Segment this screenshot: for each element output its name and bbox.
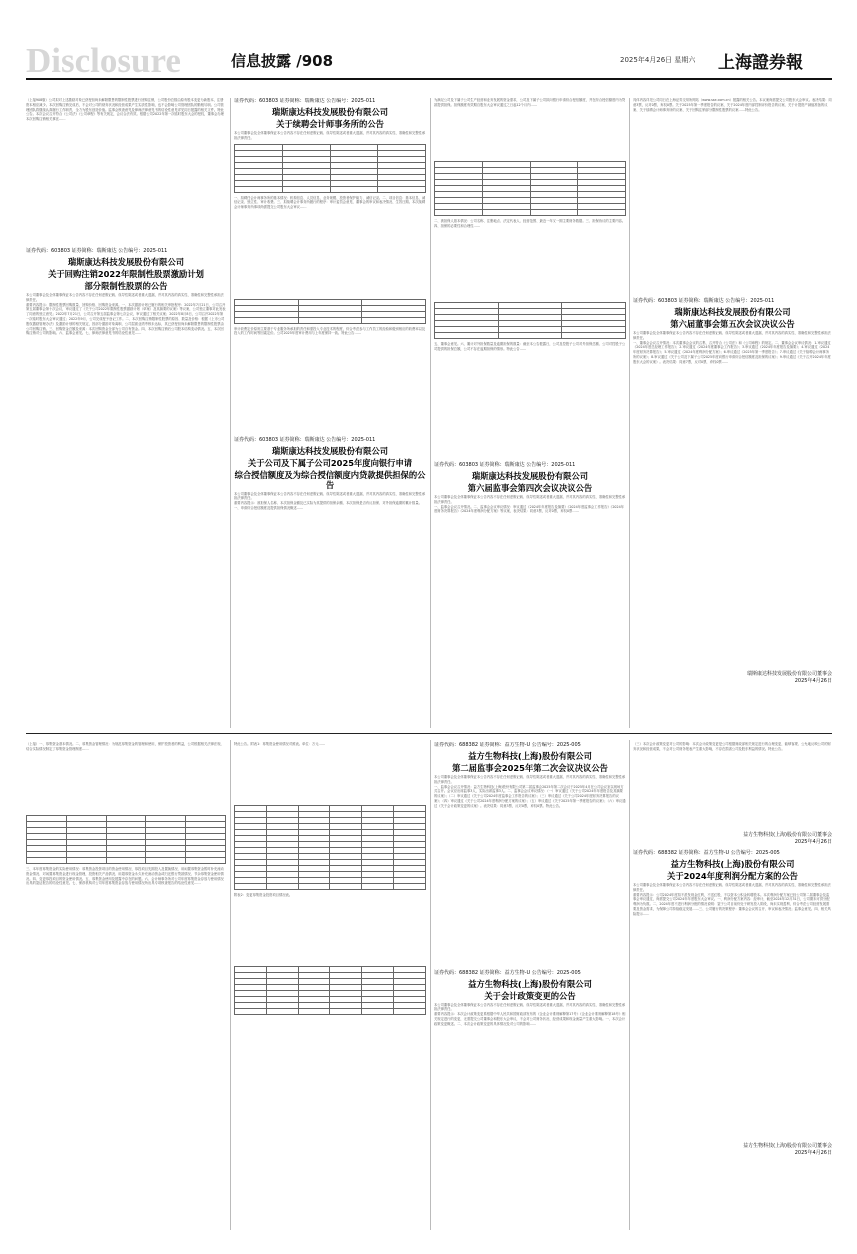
announcement-company: 瑞斯康达科技发展股份有限公司 <box>67 257 185 267</box>
lower-column-2 <box>234 742 426 1232</box>
section-separator <box>26 733 832 734</box>
brand-logo: Disclosure <box>26 41 181 80</box>
lower-column-4 <box>633 742 832 1232</box>
notice-text: 本公司董事会及全体董事保证本公告内容不存在任何虚假记载、误导性陈述或者重大遗漏，并对其内容的真实性、准确性和完整性承担法律责任。 <box>434 775 626 784</box>
body-text: 具体内容详见公司同日在上海证券交易所网站（www.sse.com.cn）披露的相关公告。本议案尚需提交公司股东大会审议。表决结果：同意3票，反对0票，弃权0票。关于2025年第一季度报告的议案、关于2024年度内部控制评价报告的议案、关于计提资产减值准备的议案、关于续聘会计师事务所的议案、关于回购注销部分限制性股票的议案……特此公告。 <box>633 98 832 112</box>
announcement-company: 瑞斯康达科技发展股份有限公司 <box>271 107 389 117</box>
notice-text: 本公司董事会及全体董事保证本公告内容不存在任何虚假记载、误导性陈述或者重大遗漏，并对其内容的真实性、准确性和完整性承担法律责任。 <box>234 491 426 501</box>
announcement-title: 部分限制性股票的公告 <box>84 281 168 291</box>
announcement-title: 第六届监事会第四次会议决议公告 <box>467 483 593 493</box>
body-text: （三）本次会计政策变更对公司的影响：本次会计政策变更是公司根据财政部相关规定进行的合理变更，能够客观、公允地反映公司的财务状况和经营成果，不会对公司财务报表产生重大影响，不存在损害公司及股东利益的情况。特此公告。 <box>633 742 831 751</box>
masthead <box>26 41 832 80</box>
body-text: 重要内容提示：公司2024年度拟不派发现金红利，不送红股，不以资本公积金转增股本。本次利润分配方案已经公司第二届董事会及监事会审议通过，尚需提交公司2024年年度股东大会审议。一、利润分配方案内容：经审计，截至2024年12月31日，公司期末可供分配利润为负数。二、2024年度不进行利润分配的情况说明：鉴于公司目前仍处于研发投入阶段，尚未实现盈利，综合考虑公司经营发展需要及资金需求，为保障公司持续稳定发展……三、公司履行的决策程序：董事会会议的召开、审议和表决情况；监事会意见。四、相关风险提示…… <box>633 892 831 916</box>
announcement-title: 关于2024年度利润分配方案的公告 <box>667 871 798 881</box>
notice-text: 本公司董事会及全体董事保证本公告内容不存在任何虚假记载、误导性陈述或者重大遗漏，并对其内容的真实性、准确性和完整性承担法律责任。 <box>633 883 831 892</box>
body-text: 二、被担保人基本情况：公司名称、注册地点、法定代表人、经营范围、最近一年又一期主要财务数据。三、担保协议的主要内容。四、担保的必要性和合理性…… <box>434 219 626 228</box>
signature-date: 2025年4月26日 <box>794 839 832 845</box>
body-text: 重要内容提示：被担保人名称、本次担保金额及已实际为其提供的担保余额、本次担保是否有反担保、对外担保逾期的累计数量。一、申请综合授信额度及提供担保情况概述…… <box>234 501 422 510</box>
signature: 益方生物科技(上海)股份有限公司董事会 <box>743 1142 832 1149</box>
body-text: 三、本年度募集资金的实际使用情况：募集资金投资项目的资金使用情况、募投项目先期投入及置换情况、用闲置募集资金暂时补充流动资金情况、对闲置募集资金进行现金管理，投资相关产品情况、用超募资金永久补充流动资金或归还银行贷款情况、节余募集资金使用情况。四、变更募投项目的资金使用情况。五、募集资金使用及披露中存在的问题。六、会计师事务所对公司年度募集资金存放与使用情况出具的鉴证报告的结论性意见。七、保荐机构对公司年度募集资金存放与使用情况所出具专项核查报告的结论性意见…… <box>26 867 224 886</box>
body-text: 为满足公司及下属子公司生产经营和业务发展的资金需求，公司及下属子公司拟向银行申请综合授信额度，并在综合授信额度内为贷款提供担保。担保额度有效期自股东大会审议通过之日起12个月内…… <box>434 98 626 107</box>
announcement-title: 第二届监事会2025年第二次会议决议公告 <box>452 763 608 773</box>
notice-text: 本公司董事会及全体董事保证本公告内容不存在任何虚假记载、误导性陈述或者重大遗漏，并对其内容的真实性、准确性和完整性承担法律责任。 <box>26 293 224 302</box>
announcement-code: 证券代码：603803 证券简称：瑞斯康达 公告编号：2025-011 <box>234 436 376 443</box>
announcement-title: 综合授信额度及为综合授信额度内贷款提供担保的公告 <box>234 469 426 490</box>
announcement-title: 关于会计政策变更的公告 <box>484 990 576 1001</box>
announcement-code: 证券代码：688382 证券简称：益方生物-U 公告编号：2025-005 <box>434 742 581 748</box>
info-table <box>234 299 426 324</box>
announcement-code: 证券代码：603803 证券简称：瑞斯康达 公告编号：2025-011 <box>26 248 168 254</box>
notice-text: 本公司董事会及全体董事保证本公告内容不存在任何虚假记载、误导性陈述或者重大遗漏，并对其内容的真实性、准确性和完整性承担法律责任。 <box>633 331 831 340</box>
announcement-code: 证券代码：603803 证券简称：瑞斯康达 公告编号：2025-011 <box>633 298 775 304</box>
fund-table <box>26 815 226 864</box>
signature-date: 2025年4月26日 <box>794 677 832 684</box>
body-text: 附表2：变更募集资金投资项目情况表。 <box>234 893 293 897</box>
column-2 <box>234 98 426 728</box>
announcement-code: 证券代码：603803 证券简称：瑞斯康达 公告编号：2025-011 <box>434 462 576 468</box>
announcement-company: 益方生物科技(上海)股份有限公司 <box>670 859 795 869</box>
notice-text: 本公司董事会及全体董事保证本公告内容不存在任何虚假记载、误导性陈述或者重大遗漏，并对其内容的真实性、准确性和完整性承担法律责任。 <box>434 1002 626 1012</box>
body-text: 审计收费定价原则主要基于专业服务所承担的责任和需投入专业技术的程度，综合考虑参与工作员工的经验和级别相应的收费率以及投入的工作时间等因素定价。公司2025年度审计费用与上年度保持一致。特此公告…… <box>234 326 426 336</box>
body-text: 五、董事会意见。六、累计对外担保数量及逾期担保的数量：截至本公告披露日，公司及控股子公司对外担保总额、公司对控股子公司提供的担保总额，公司不存在逾期担保的情形。特此公告…… <box>434 342 626 351</box>
edition-date: 2025年4月26日 星期六 <box>620 56 696 64</box>
fund-change-table <box>234 966 426 1015</box>
body-text: 一、董事会会议召开情况：本次董事会会议的召集、召开符合《公司法》和《公司章程》的规定。二、董事会会议审议情况：1.审议通过《2024年度总经理工作报告》；2.审议通过《2024年度董事会工作报告》；3.审议通过《2024年年度报告及摘要》；4.审议通过《2024年度财务决算报告》；5.审议通过《2024年度利润分配方案》；6.审议通过《2025年第一季度报告》；7.审议通过《关于续聘会计师事务所的议案》；8.审议通过《关于公司及下属子公司2025年度向银行申请综合授信额度及担保的议案》；9.审议通过《关于召开2024年年度股东大会的议案》。表决结果：同意7票，反对0票，弃权0票…… <box>633 340 831 364</box>
column-divider <box>629 740 630 1230</box>
body-text: （上接）一、募集资金基本情况。二、募集资金管理情况：为规范募集资金的管理和使用，保护投资者的利益，公司根据相关法律法规，结合实际情况制定了募集资金管理制度…… <box>26 742 224 751</box>
column-4 <box>633 98 832 728</box>
announcement-company: 瑞斯康达科技发展股份有限公司 <box>674 307 791 317</box>
body-text: 一、监事会会议召开情况。二、监事会会议审议情况：审议通过《2024年年度报告及摘要》《2024年度监事会工作报告》《2024年度财务决算报告》《2024年度利润分配方案》等议案，表决结果：同意3票，反对0票，弃权0票…… <box>434 504 625 514</box>
column-divider <box>430 98 431 728</box>
announcement-title: 关于回购注销2022年限制性股票激励计划 <box>48 269 204 279</box>
notice-text: 本公司董事会及全体董事保证本公告内容不存在任何虚假记载、误导性陈述或者重大遗漏，并对其内容的真实性、准确性和完整性承担法律责任。 <box>434 495 626 504</box>
column-divider <box>230 740 231 1230</box>
announcement-code: 证券代码：603803 证券简称：瑞斯康达 公告编号：2025-011 <box>234 98 376 104</box>
announcement-title: 关于续聘会计师事务所的公告 <box>276 119 384 129</box>
financial-table <box>434 302 626 339</box>
guarantee-table <box>434 161 626 216</box>
announcement-title: 第六届董事会第五次会议决议公告 <box>670 319 795 329</box>
body-text: （上接908版）公司拟对上述激励对象已获授但尚未解除限售的限制性股票进行回购注销，公司股份总数由原有股本变更为新股本，注册资本相应减少。本次回购注销完成后，不会对公司的财务状况和经营成果产生实质性影响，也不会影响公司管理团队的勤勉尽职。公司管理团队将继续认真履行工作职责，全力为股东创造价值。监事会核查意见及律师法律意见书的结论性意见详见同日披露的相关文件。特此公告。本次会议召开符合《公司法》《公司章程》等有关规定，会议合法有效。根据公司2022年第一次临时股东大会的授权，董事会办理本次回购注销相关事宜…… <box>26 98 224 122</box>
announcement-code: 证券代码：688382 证券简称：益方生物-U 公告编号：2025-005 <box>434 969 581 976</box>
body-text: 一、拟聘任会计师事务所的基本情况：机构信息、人员信息、业务规模、投资者保护能力、诚信记录。二、项目信息：基本信息、诚信记录、独立性、审计收费。三、拟续聘会计事务所履行的程序：审计委员会意见、董事会的审议和表决情况、生效日期。本次续聘会计师事务所事项尚需提交公司股东大会审议…… <box>234 195 426 210</box>
signature-date: 2025年4月26日 <box>794 1149 832 1156</box>
fund-usage-table <box>234 805 426 890</box>
column-3 <box>434 98 626 728</box>
column-divider <box>629 98 630 728</box>
newspaper-name: 上海證券報 <box>718 53 803 73</box>
column-divider <box>230 98 231 728</box>
column-1 <box>26 98 226 728</box>
announcement-company: 瑞斯康达科技发展股份有限公司 <box>471 471 589 481</box>
announcement-company: 益方生物科技(上海)股份有限公司 <box>468 978 592 989</box>
body-text: 特此公告。附表1：募集资金使用情况对照表。单位：万元…… <box>234 742 326 746</box>
lower-column-1 <box>26 742 226 1232</box>
signature: 瑞斯康达科技发展股份有限公司董事会 <box>746 670 832 677</box>
signature: 益方生物科技(上海)股份有限公司董事会 <box>743 832 832 838</box>
body-text: 一、监事会会议召开情况：益方生物科技(上海)股份有限公司第二届监事会2025年第二次会议于2025年4月在公司会议室以现场方式召开。会议应出席监事3人，实际出席监事3人。二、监事会会议审议情况：（一）审议通过《关于公司2024年年度报告及其摘要的议案》；（二）审议通过《关于公司2024年度监事会工作报告的议案》；（三）审议通过《关于公司2024年度财务决算报告的议案》；（四）审议通过《关于公司2024年度利润分配方案的议案》；（五）审议通过《关于2025年第一季度报告的议案》；（六）审议通过《关于会计政策变更的议案》。表决结果：同意3票，反对0票，弃权0票。特此公告。 <box>434 784 626 808</box>
announcement-code: 证券代码：688382 证券简称：益方生物-U 公告编号：2025-005 <box>633 850 780 856</box>
notice-text: 本公司董事会及全体董事保证本公告内容不存在任何虚假记载、误导性陈述或者重大遗漏，并对其内容的真实性、准确性和完整性承担法律责任。 <box>234 131 426 140</box>
lower-column-3 <box>434 742 626 1232</box>
section-title: 信息披露 /908 <box>231 52 334 70</box>
announcement-company: 益方生物科技(上海)股份有限公司 <box>468 751 592 761</box>
announcement-title: 关于公司及下属子公司2025年度向银行申请 <box>247 457 413 468</box>
body-text: 重要内容提示：限制性股票回购数量、回购价格、回购资金来源。一、本次激励计划已履行的相关审批程序：2022年7月21日，公司召开第五届董事会第十次会议，审议通过了《关于公司2022年限制性股票激励计划（草案）及其摘要的议案》等议案，公司独立董事对此发表了同意的独立意见；2022年7月21日，公司召开第五届监事会第七次会议，审议通过了相关议案；2022年8月8日，公司召开2022年第一次临时股东大会审议通过；2022年9月，公司完成授予登记工作。二、本次回购注销限制性股票的原因、数量及价格：根据《上市公司股权激励管理办法》及激励计划的相关规定，因部分激励对象离职、公司层面业绩考核未达标，其已获授但尚未解除限售的限制性股票由公司回购注销。三、回购资金总额及来源：本次回购资金全部为公司自有资金。四、本次回购注销后公司股本结构变动情况。五、本次回购注销对公司的影响。六、监事会意见。七、律师法律意见书的结论性意见…… <box>26 302 226 336</box>
body-text: 重要内容提示：本次会计政策变更系根据中华人民共和国财政部发布的《企业会计准则解释第17号》《企业会计准则解释第18号》相关规定进行的变更，无需提交公司董事会和股东大会审议，不会对公司财务状况、经营成果和现金流量产生重大影响。一、本次会计政策变更概述。二、本次会计政策变更的具体情况及对公司的影响…… <box>434 1012 626 1026</box>
announcement-company: 瑞斯康达科技发展股份有限公司 <box>271 445 389 456</box>
column-divider <box>430 740 431 1230</box>
info-table <box>234 144 426 193</box>
